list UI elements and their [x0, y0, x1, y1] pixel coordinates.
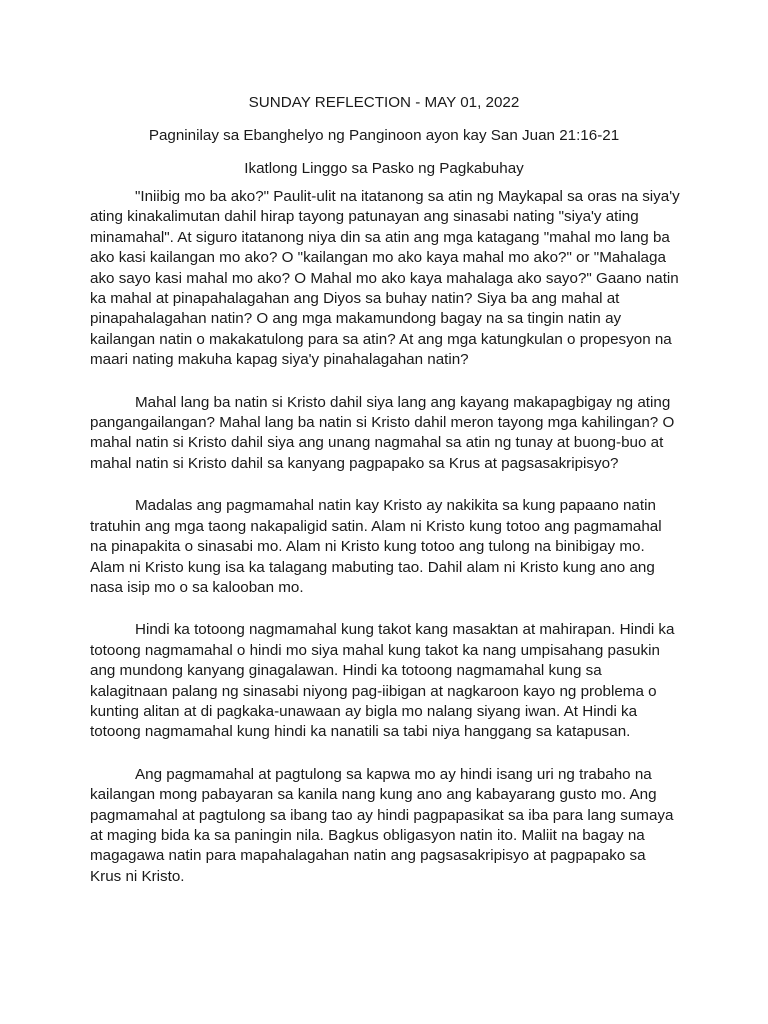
paragraph-5: Ang pagmamahal at pagtulong sa kapwa mo ay hindi isang uri ng trabaho na kailangan mong pabayaran sa kanila nang kung ano ang kabayarang gusto mo. Ang pagmamahal at pagtulong sa ibang tao ay hindi pagpapasikat sa iba para lang sumaya at maging bida ka sa paningin nila. Bagkus obligasyon natin ito. Maliit na bagay na magagawa natin para mapahalagahan natin ang pagsasakripisyo at pagpapako sa Krus ni Kristo. — [90, 765, 674, 885]
paragraph-4: Hindi ka totoong nagmamahal kung takot kang masaktan at mahirapan. Hindi ka totoong nagmamahal o hindi mo siya mahal kung takot ka nang umpisahang pasukin ang mundong kanyang ginagalawan. Hindi ka totoong nagmamahal kung sa kalagitnaan palang ng sinasabi niyong pag-iibigan at nagkaroon kayo ng problema o kunting alitan at di pagkaka-unawaan ay bigla mo nalang siyang iwan. At Hindi ka totoong nagmamahal kung hindi ka nanatili sa tabi niya hanggang sa katapusan. — [90, 621, 675, 741]
paragraph-3: Madalas ang pagmamahal natin kay Kristo ay nakikita sa kung papaano natin tratuhin ang mga taong nakapaligid satin. Alam ni Kristo kung totoo ang pagmamahal na pinapakita o sinasabi mo. Alam ni Kristo kung totoo ang tulong na binibigay mo. Alam ni Kristo kung isa ka talagang mabuting tao. Dahil alam ni Kristo kung ano ang nasa isip mo o sa kalooban mo. — [90, 497, 662, 596]
paragraph-2: Mahal lang ba natin si Kristo dahil siya lang ang kayang makapagbigay ng ating pangangailangan? Mahal lang ba natin si Kristo dahil meron tayong mga kahilingan? O mahal natin si Kristo dahil siya ang unang nagmahal sa atin ng tunay at buong-buo at mahal natin si Kristo dahil sa kanyang pagpapako sa Krus at pagsasakripisyo? — [90, 393, 675, 472]
document-body — [90, 187, 680, 909]
document-subtitle: Pagninilay sa Ebanghelyo ng Panginoon ayon kay San Juan 21:16-21 — [148, 127, 620, 144]
paragraph-1: "Iniibig mo ba ako?" Paulit-ulit na itatanong sa atin ng Maykapal sa oras na siya'y ating kinakalimutan dahil hirap tayong patunayan ang sinasabi nating "siya'y ating minamahal". At siguro itatanong niya din sa atin ang mga katagang "mahal mo lang ba ako kasi kailangan mo ako? O "kailangan mo ako kaya mahal mo ako?" or "Mahalaga ako sayo kasi mahal mo ako? O Mahal mo ako kaya mahalaga ako sayo?" Gaano natin ka mahal at pinapahalagahan ang Diyos sa buhay natin? Siya ba ang mahal at pinapahalagahan natin? O ang mga makamundong bagay na sa tingin natin ay kailangan natin o makakatulong para sa atin? At ang mga katungkulan o propesyon na maari nating makuha kapag siya'y pinahalagahan natin? — [90, 188, 680, 369]
document-title: SUNDAY REFLECTION - MAY 01, 2022 — [248, 94, 520, 111]
document-occasion: Ikatlong Linggo sa Pasko ng Pagkabuhay — [244, 160, 524, 177]
